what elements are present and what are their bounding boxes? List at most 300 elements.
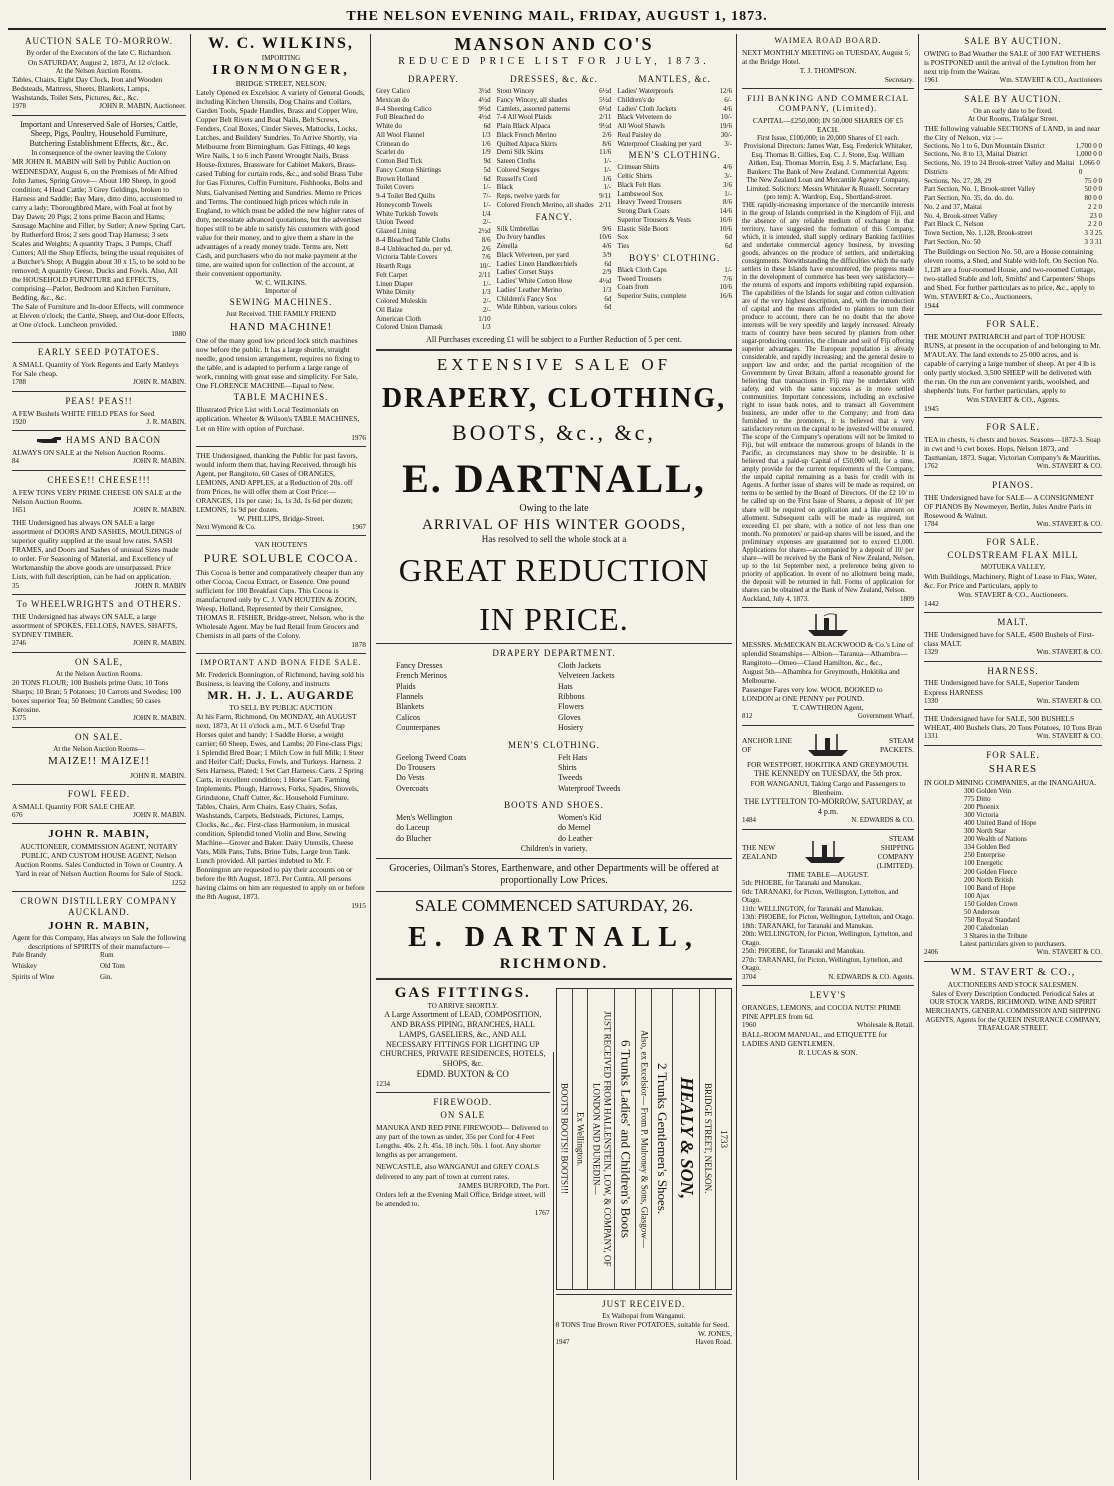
price-row <box>497 260 612 269</box>
item-name: White Dimity <box>376 288 415 297</box>
item-price: 1/10 <box>478 314 491 323</box>
item-price: 6d <box>483 174 491 183</box>
harness-ad <box>924 666 1102 706</box>
item-price: 23 0 <box>1089 211 1102 220</box>
ad-signature: JOHN R. MABIN. <box>130 770 186 780</box>
item-name: Cotton Bed Tick <box>376 157 423 166</box>
item-name: Part Block C, Nelson <box>924 220 984 229</box>
list-item: Hosiery <box>558 723 584 733</box>
ad-number: 1880 <box>171 329 186 339</box>
list-item: Cloth Jackets <box>558 660 601 670</box>
item-name: White do <box>376 122 402 131</box>
ad-text: TO SELL BY PUBLIC AUCTION <box>229 702 333 712</box>
ad-text: FOR WESTPORT, HOKITIKA AND GREYMOUTH. <box>747 759 909 769</box>
ad-signature: JOHN R. MABIN. <box>133 810 186 819</box>
ad-signature: JOHN R. MABIN. <box>133 714 186 723</box>
ad-title: WM. STAVERT & CO., <box>950 966 1076 979</box>
list-item: Plaids <box>396 681 416 691</box>
item-name: Silk Umbrellas <box>496 224 539 233</box>
list-item: Men's Wellington <box>396 813 453 823</box>
ad-body: 20 TONS FLOUR; 100 Bushels prime Oats; 10 Tons Sharps; 10 Bran; 5 Potatoes; 10 Carrots and Swedes; 100 boxes superior Tea; 50 Belmont Candles; 50 cases Kerosine. <box>12 678 181 715</box>
price-row <box>497 96 612 105</box>
ad-text: STEAM SHIPPING COMPANY (LIMITED). <box>876 833 914 870</box>
item-name: Russell's Cord <box>496 174 538 183</box>
ad-number: 84 <box>12 457 19 466</box>
ad-text: THE NEW ZEALAND <box>742 842 777 861</box>
ad-text: At the Nelson Auction Rooms. <box>55 669 143 678</box>
ad-signature: J. R. MABIN. <box>146 417 186 426</box>
ad-signature: Wm. STAVERT & CO. <box>1036 462 1102 471</box>
ad-body: August 5th—Alhambra for Greymouth, Hokitika and Melbourne. <box>742 667 900 686</box>
ad-body: THE MOUNT PATRIARCH and part of TOP HOUSE RUNS, at present in the occupation of and belonging to Mr. M'AULAY. The land extends to 25 000 acres, and is capable of carrying a large number of sheep. At per 4 lb is only partly stocked. 3,500 SHEEP will be delivered with the run. On the run are convenient yards, woolshed, and shepherds' huts. For further particulars, apply to <box>924 331 1101 396</box>
item-name: Part Section, No. 1, Brook-street Valley <box>924 185 1036 194</box>
ad-number: 1947 <box>555 1338 570 1347</box>
item-price: 1,000 0 0 <box>1075 150 1102 159</box>
ad-number: 1967 <box>352 522 366 531</box>
list-item: Flowers <box>558 702 584 712</box>
list-item: 300 Victoria <box>964 811 999 820</box>
item-price: 1,700 0 0 <box>1075 141 1102 150</box>
ad-number: 2746 <box>12 639 26 648</box>
ad-signature: N. EDWARDS & CO. <box>851 816 914 825</box>
ad-title: ON SALE, <box>75 656 123 667</box>
item-name: Celtic Shirts <box>617 172 653 181</box>
ad-body: THE Undersigned have for SALE— A CONSIGNMENT OF PIANOS By Newmeyer, Berlin, Jules Andre Paris in Rosewood & Walnut. <box>924 492 1094 520</box>
ad-signature: Wm. STAVERT & CO., Auctioneers <box>999 76 1102 85</box>
ad-number: 676 <box>12 810 23 819</box>
ad-body: TEA in chests, ½ chests and boxes. Seasons—1872-3. Soap in cwt and ½ cwt boxes. Hops, Nelson 1873, and Tasmanian, 1873. Sugar, Victorian Company's & Mauritius. <box>924 435 1101 463</box>
list-item: Women's Kid <box>558 813 602 823</box>
ad-title: MR. H. J. L. AUGARDE <box>207 688 355 703</box>
ad-signature: JOHN R. MABIN <box>134 581 186 590</box>
ad-body: Agent for this Company, Has always on Sale the following descriptions of SPIRITS of their manufacture— <box>12 933 186 952</box>
item-price: 10/6 <box>719 224 732 233</box>
pointing-hand-icon <box>37 436 63 446</box>
item-name: Ties <box>617 242 630 251</box>
ad-text: Provisional Directors: James Watt, Esq. Frederick Whitaker, Esq. Thomas B. Gillies, Esq. C. J. Stone, Esq. William Aitken, Esq. Thomas Morrin, Esq. J. S. Macfarlane, Esq. Bankers: The Bank of New Zealand. Commercial Agents: The New Zealand Loan and Mercantile Agency Company, Limited. Solicitors: Messrs Whitaker & Russell. Secretary (pro tem): A. Wardrop, Esq., Shortland-street. <box>743 142 913 202</box>
ad-title: CHEESE!! CHEESE!!! <box>47 474 151 485</box>
ad-body: MESSRS. McMECKAN BLACKWOOD & Co.'s Line of splendid Steamships— Albion—Taranua—Alhambra—Rangitoto—Omeo—Claud Hamilton, &c., &c., <box>742 640 914 668</box>
item-price: 1/3 <box>481 130 491 139</box>
drapery-list <box>376 72 491 332</box>
price-row <box>376 253 491 262</box>
price-row <box>497 140 612 149</box>
ad-number: 1784 <box>924 519 938 528</box>
ad-text: TIME TABLE—AUGUST. <box>787 869 869 879</box>
item-price: 12/6 <box>719 87 732 96</box>
item-name: Heavy Tweed Trousers <box>617 198 682 207</box>
list-heading: MEN'S CLOTHING. <box>628 150 721 161</box>
item-price: 10/- <box>720 113 732 122</box>
item-price: 1/9 <box>481 148 491 157</box>
price-row <box>376 183 491 192</box>
ad-title: LEVY'S <box>809 990 847 1001</box>
list-item: Felt Hats <box>558 752 588 762</box>
price-row <box>376 236 491 245</box>
ad-number: 1809 <box>900 594 914 603</box>
ad-text: BRIDGE STREET, NELSON. <box>700 989 716 1289</box>
price-row <box>617 275 732 284</box>
ad-title: SHARES <box>988 762 1038 775</box>
list-item: 18th: TARANAKI, for Taranaki and Manukau. <box>742 921 874 930</box>
ad-body: Tables, Chairs, Eight Day Clock, Iron and Wooden Bedsteads, Mattress, Sheets, Blankets, Lamps, Washstands, Toilet Sets, Pictures, &c., &c. <box>12 75 163 103</box>
list-item: do Laceup <box>396 823 430 833</box>
maize-ad <box>12 732 186 780</box>
item-price: 6d <box>724 242 732 251</box>
price-row <box>497 268 612 277</box>
ad-number: 1945 <box>924 404 939 414</box>
price-row <box>497 157 612 166</box>
wheat-ad <box>924 714 1102 741</box>
list-item: Overcoats <box>396 783 429 793</box>
ad-number: 1788 <box>12 378 26 387</box>
ad-text: Owing to the late <box>519 503 589 515</box>
ad-number: 1329 <box>924 647 938 656</box>
item-name: Tweed Trousers <box>617 274 662 283</box>
price-row <box>376 210 491 219</box>
item-name: Part Section, No. 35, do. do. do. <box>924 194 1014 203</box>
ad-title: EARLY SEED POTATOES. <box>37 347 161 358</box>
ad-body: ORANGES, LEMONS, and COCOA NUTS! PRIME PINE APPLES from 6d. <box>742 1003 901 1022</box>
item-price: 30/- <box>720 130 732 139</box>
item-name: Grey Calico <box>376 87 411 96</box>
list-item: 11th: WELLINGTON, for Taranaki and Manukau. <box>742 904 884 913</box>
list-item: 250 Enterprise <box>964 851 1006 860</box>
price-row <box>617 87 732 96</box>
ad-text: Has resolved to sell the whole stock at a <box>481 533 627 544</box>
item-price: 4½d <box>478 95 491 104</box>
price-row <box>617 96 732 105</box>
ad-signature: Wm. STAVERT & CO. <box>1036 519 1102 528</box>
price-row <box>617 131 732 140</box>
item-price: 1/- <box>603 183 612 192</box>
list-item: Spirits of Wine <box>12 973 55 982</box>
ad-body: At his Farm, Richmond, On MONDAY, 4th AUGUST next, 1873, At 11 o'clock a.m., M.T. 6 Useful Trap Horses quiet and handy; 1 Saddle Horse, a weight carrier; 60 Sheep, Ewes, and Lambs; 20 Fine-class Pigs; 1 Splendid Bred Boar; 1 Milch Cow in full Milk; 1 Steer and Heifer Calf; Ducks, Fowls, and Turkeys. Harness. 2 Sets Harness, Plated; 1 Set Cart Harness. Carts. 2 Spring Carts, in excellent condition; 1 Horse Cart. Farming Implements. Plough, Harrows, Forks, Spades, Shovels, Grindstone, Chaff Cutter, &c. Household Furniture. Tables, Chairs, Arm Chairs, Easy Chairs, Sofas, Washstands, Carpets, Bedsteads, Pictures, Lamps, Clocks, &c., &c. First-class Harmonium, in musical condition, Splendid toned Violin and Bow, Sewing Machine—Grover and Baker. Dairy Utensils, Cheese Vats, Milk Pans, Tubs, Brine Tubs, Large Iron Tank. Lunch provided. All parties indebted to Mr. F. Bonnington are requested to pay their accounts on or before the 8th August, 1873. Per Contra. All persons having claims on him are requested to apply on or before the 8th August, 1873. <box>196 711 365 902</box>
item-price: 3/- <box>724 172 732 181</box>
ad-text: AUCTIONEERS AND STOCK SALESMEN. <box>947 981 1079 990</box>
item-name: Wide Ribbon, various colors <box>496 303 577 312</box>
ad-title: HAND MACHINE! <box>229 320 333 333</box>
ad-signature: R. LUCAS & SON. <box>798 1048 858 1058</box>
levy-ad <box>742 990 914 1057</box>
oranges-ad <box>196 451 366 532</box>
price-row <box>376 297 491 306</box>
ad-body: THE Undersigned has always ON SALE, a large assortment of SPOKES, FELLOES, NAVES, SHAFTS, SYDNEY TIMBER. <box>12 612 178 640</box>
item-name: Ladies' White Cotton Hose <box>496 277 573 286</box>
ad-title: JUST RECEIVED. <box>602 1298 686 1309</box>
item-name: Ladies' Linen Handkerchiefs <box>496 259 578 268</box>
ad-body: The Buildings on Section No. 50, are a House containing eleven rooms, a Shed, and Stable with loft. On Section No. 1,128 are a four-roomed House, and two-roomed Cottage, two-stalled Stable and loft, Smiths' and Carpenters' Shops and Shed. For further particulars as to price, &c., apply to Wm. STAVERT & Co., Auctioneers. <box>924 246 1099 301</box>
ad-body: THE rapidly-increasing importance of the mercantile interests in the group of Islands comprised in the Kingdom of Fiji, and the absence of any reliable medium of exchange in that territory, have suggested the formation of this Company, which, it is intended, shall supply ordinary Banking facilities and undertake commercial agency business, by investing goods, advances on the produce of settlers, and undertaking consignments. Notwithstanding the difficulties which the early settlers in these Islands have encountered, the progress made in the development of commerce has been very satisfactory—the returns of exports and imports exhibiting rapid expansion. The capabilities of the Islands for sugar and cotton cultivation are of the very highest description, and, with the introduction of capital and the means afforded to planters to turn their produce to account, there can be no doubt that the above interests will be very speedily and largely increased. Already tracts of country have been secured by planters from other sugar-producing countries, the climate and soil of Fiji offering superior advantages. The European population is already considerable, and rapidly increasing; and the general desire to support law and order, and the partial recognition of the Government by Great Britain, afford a reasonable ground for believing that transactions in Fiji may be undertaken with safety, and with the same success as in more settled communities. Important concessions, including an exclusive right to issue bank notes, and to transact all Government business, are under offer to the Company; and from data furnished to the promoters, it is believed that a very satisfactory return on the capital to be invested will be ensured. The scope of the Company's operations will not be limited to Fiji, but will embrace the numerous groups of Islands in the Pacific, as circumstances may show to be desirable. It is believed that a paid-up Capital of £50,000 will, for a time, amply provide for the current requirements of the Company, the unpaid capital remaining as a basis for credit with its Agents. A further issue of shares will be made as required, on terms to be settled by the Board of Directors. Of the £2 10/ to be called up on the First Issue of Shares, a deposit of 10/ per share will be required on application and a like amount on allotment. Subsequent calls will be made as required, not exceeding £1 per share, with a notice of not less than one month. No promoters' or paid-up shares will be issued, and the preliminary expenses are guaranteed not to exceed £1,000. Applications for shares—accompanied by a deposit of 10/ per share—will be received by the Bank of New Zealand, Nelson, up to the 1st September next, a preference being given to priority of application. In event of no allotment being made, the deposit will be returned in full. Forms of application for shares can be obtained at the Bank of New Zealand, Nelson. <box>742 201 914 594</box>
list-item: French Merinos <box>396 671 447 681</box>
anchor-line-ad <box>742 730 914 825</box>
ad-title: PIANOS. <box>992 479 1034 490</box>
ad-body: OWING to Bad Weather the SALE of 300 FAT WETHERS is POSTPONED until the arrival of the Lyttelton from her next trip from the Wairau. <box>924 48 1101 77</box>
item-price: 8/6 <box>602 139 612 148</box>
item-name: Toilet Covers <box>376 183 414 192</box>
price-row <box>617 172 732 181</box>
price-row <box>497 201 612 210</box>
ad-title: FOR SALE. <box>986 318 1040 329</box>
list-item: 200 Golden Fleece <box>964 867 1017 876</box>
section-heading: MEN'S CLOTHING. <box>507 739 601 750</box>
item-name: Sections, No. 19 to 24 Brook-street Valley and Maitai Districts <box>924 159 1075 176</box>
ad-title: COLDSTREAM FLAX MILL <box>947 550 1079 561</box>
item-price: 2/11 <box>478 270 491 279</box>
center-column <box>372 34 736 1480</box>
steamship-icon <box>804 732 852 758</box>
ad-title: DRAPERY, CLOTHING, <box>381 382 727 414</box>
item-name: Stout Wincey <box>496 87 535 96</box>
ad-text: Ex Wellington. <box>573 989 589 1289</box>
ad-body: Sales of Every Description Conducted. Periodical Sales at OUR STOCK YARDS, RICHMOND. WINE AND SPIRIT MERCHANTS, GENERAL COMMISSION AND SHIPPING AGENTS. Agents for the QUEEN INSURANCE COMPANY, <box>925 989 1101 1024</box>
wheelwrights-ad <box>12 599 186 648</box>
list-item: Tweeds <box>558 773 583 783</box>
ad-text: At the Nelson Auction Rooms— <box>53 744 145 753</box>
price-row <box>376 288 491 297</box>
ad-body: Mr. Frederick Bonnington, of Richmond, having sold his Business, is leaving the Colony, and instructs <box>196 670 365 689</box>
item-price: 8/6 <box>481 235 491 244</box>
ad-text: TRAFALGAR STREET. <box>977 1024 1049 1033</box>
ad-number: 35 <box>12 581 19 590</box>
ad-number: 1920 <box>12 417 26 426</box>
list-item: Flannels <box>396 692 424 702</box>
price-row <box>376 201 491 210</box>
masthead: THE NELSON EVENING MAIL, FRIDAY, AUGUST 1, 1873. <box>8 6 1106 30</box>
price-row <box>617 242 732 251</box>
item-price: 7/- <box>482 192 491 201</box>
price-row <box>617 225 732 234</box>
item-name: 8-4 Unbleached do, per yd. <box>376 244 453 253</box>
price-row <box>617 181 732 190</box>
item-name: Plain Black Alpaca <box>496 122 551 131</box>
ad-signature: Wm. STAVERT & CO., Auctioneers. <box>958 589 1068 599</box>
ad-text: By order of the Executors of the late C. Richardson. <box>26 48 172 57</box>
item-name: Brown Holland <box>376 174 420 183</box>
item-price: 6d <box>604 259 612 268</box>
ad-text: Also, ex Excelsior— From P. Mulroney & Sons, Glasgow— <box>636 989 652 1289</box>
item-name: Superior Trousers & Vests <box>617 215 691 224</box>
postponed-sale-ad <box>924 36 1102 85</box>
ad-body: THE Undersigned have for SALE, 500 BUSHELS WHEAT, 400 Bushels Oats, 20 Tons Potatoes, 10 Tons Bran <box>924 714 1102 733</box>
section-row <box>924 238 1102 247</box>
item-name: No. 4, Brook-street Valley <box>924 211 998 220</box>
column-rule <box>190 34 191 1480</box>
item-price: 9d <box>483 157 491 166</box>
ad-title: MALT. <box>997 616 1029 627</box>
ad-text: TO ARRIVE SHORTLY. <box>427 1001 498 1010</box>
ad-title: MAIZE!! MAIZE!! <box>47 755 151 768</box>
cocoa-ad <box>196 540 366 649</box>
list-item: 20th: WELLINGTON, for Picton, Wellington, Lyttelton, and Otago. <box>742 930 913 947</box>
ad-number: 1330 <box>924 696 938 705</box>
item-price: 3/9 <box>602 250 612 259</box>
ad-signature: JOHN R. MABIN. <box>133 639 186 648</box>
price-row <box>376 227 491 236</box>
price-row <box>617 292 732 301</box>
item-name: Waterproof Cloaking per yard <box>617 139 702 148</box>
list-item: Do Vests <box>396 773 425 783</box>
item-name: 8-4 Sheeting Calico <box>376 104 432 113</box>
ad-number: 1960 <box>742 1021 756 1030</box>
item-price: 1/3 <box>481 288 491 297</box>
ad-body: A Large Assortment of LEAD, COMPOSITION, AND BRASS PIPING, BRANCHES, HALL LAMPS, GASELIERS, &c., AND ALL NECESSARY FITTINGS FOR LIGHTING UP CHURCHES, PRIVATE RESIDENCES, HOTELS, SHOPS, &c. <box>379 1010 546 1069</box>
ad-text: Children's in variety. <box>520 844 588 854</box>
item-price: 2/- <box>482 305 491 314</box>
ad-number: 1331 <box>924 732 938 741</box>
column-rule <box>370 34 371 1480</box>
list-item: 300 North Star <box>964 827 1006 836</box>
price-row <box>376 157 491 166</box>
item-name: Crimean do <box>376 139 409 148</box>
item-name: Superior Suits, complete <box>617 292 687 301</box>
ad-body: Lately Opened ex Excelsior. A variety of General Goods, including Kitchen Utensils, Dog Chains and Collars, Garden Tools, Spade Handles, Brass and Copper Wire, Copper Belt Rivets and Boat Nails, Belt Screws, Fenders, Coal Boxes, Cinder Sieves, Mattocks, Locks, Latches, and Builders' Sundries. To Arrive Shortly, via Melbourne from Birmingham. Gas Fittings, 40 kegs Wire Nails, 1 to 6 inch Patent Wrought Nails, Brass House-fixtures, Brassware for Cabinet Makers, Brass-cased Tubing for curtain rods, &c., and solid Brass Tube for Gas Fixtures, Coffin Furniture, Fishhooks, Bolts and Nuts, Galvanised Netting and Sundries. Memo re Prices and Terms. The continued high prices which rule in England, to which must be added the new higher rates of duty, necessitate advanced quotations, but the advertiser hopes still to be able to satisfy his customers with good value for their money, and to give them a share in the advantages of a ready money trade. Terms are, Nett Cash, and purchasers who do not make payment at the time, are waited upon for collection of the account, at their convenient opportunity. <box>196 88 365 278</box>
ad-number: 1375 <box>12 714 26 723</box>
ad-text: CAPITAL—£250,000; IN 50,000 SHARES OF £5 EACH. <box>752 115 904 134</box>
ad-body: Illustrated Price List with Local Testimonials on application. Wheeler & Wilson's TABLE MACHINES, Let on Hire with option of Purchase. <box>196 405 360 433</box>
list-item: 400 United Band of Hope <box>964 819 1037 828</box>
list-item: Waterproof Tweeds <box>558 783 621 793</box>
item-price: 3 3 25 <box>1084 229 1102 238</box>
ad-title: FOR SALE. <box>986 749 1040 760</box>
item-name: Full Bleached do <box>376 113 424 122</box>
ad-signature: Wm. STAVERT & CO. <box>1036 696 1102 705</box>
item-name: Oil Baize <box>376 305 403 314</box>
section-row <box>924 150 1102 159</box>
item-price: 2/6 <box>602 130 612 139</box>
ad-signature: W. JONES, <box>697 1329 732 1339</box>
item-name: Zenella <box>496 242 518 251</box>
boots-rotated-column <box>556 984 732 1347</box>
item-name: Glazed Lining <box>376 227 417 236</box>
ad-title: WAIMEA ROAD BOARD. <box>774 36 882 45</box>
ad-body: 8 TONS True Brown River POTATOES, suitable for Seed. <box>555 1320 730 1330</box>
section-row <box>924 185 1102 194</box>
list-item: 25th: PHOEBE, for Taranaki and Manukau. <box>742 947 865 956</box>
ad-signature: JOHN R. MABIN. <box>133 378 186 387</box>
ad-text: On an early date to be fixed. <box>973 106 1053 115</box>
item-price: 7/6 <box>481 253 491 262</box>
column-rule <box>918 34 919 1480</box>
item-price: 1,066 0 0 <box>1078 159 1100 176</box>
item-price: 2/11 <box>599 200 612 209</box>
price-row <box>376 218 491 227</box>
item-name: Mexican do <box>376 95 410 104</box>
item-name: Sateen Cloths <box>496 157 536 166</box>
price-row <box>617 190 732 199</box>
ad-body: AUCTIONEER, COMMISSION AGENT, NOTARY PUBLIC, AND CUSTOM HOUSE AGENT, Nelson Auction Rooms. Sales Conducted in Town or Country. A Yard in rear of Nelson Auction Rooms for Sale of Stock. <box>14 841 184 878</box>
item-price: 2/- <box>482 218 491 227</box>
ad-body: The Sale of Furniture and In-door Effects, will commence at Eleven o'clock; the Cattle, Sheep, and Out-door Effects, at One o'clock. Luncheon provided. <box>12 301 185 330</box>
section-row <box>924 229 1102 238</box>
section-heading: BOOTS AND SHOES. <box>504 800 604 811</box>
item-price: 16/6 <box>719 215 732 224</box>
section-row <box>924 220 1102 229</box>
ad-body: With Buildings, Machinery, Right of Lease to Flax, Water, &c. For Price and Particulars, apply to <box>924 571 1097 590</box>
item-price: 5½d <box>599 95 612 104</box>
item-price: 16/6 <box>719 292 732 301</box>
list-item: Velveteen Jackets <box>558 671 615 681</box>
price-row <box>617 105 732 114</box>
item-price: 75 0 0 <box>1084 176 1102 185</box>
ad-title: IRONMONGER, <box>212 63 350 79</box>
mantles-list <box>617 72 732 332</box>
item-name: Honeycomb Towels <box>376 200 432 209</box>
ad-title: RICHMOND. <box>499 956 609 973</box>
item-name: Black French Merino <box>496 130 557 139</box>
item-name: Felt Carpet <box>376 270 408 279</box>
item-price: 2 2 0 <box>1088 220 1102 229</box>
item-price: 2/9 <box>602 268 612 277</box>
item-price: 10/6 <box>719 283 732 292</box>
ad-title: EXTENSIVE SALE OF <box>436 354 672 374</box>
ad-signature: Wm. STAVERT & CO. <box>1036 948 1102 957</box>
price-row <box>497 105 612 114</box>
ad-text: Next Wymond & Co. <box>196 522 256 531</box>
price-row <box>497 192 612 201</box>
list-item: Calicos <box>396 712 420 722</box>
ad-subtitle: REDUCED PRICE LIST FOR JULY, 1873. <box>398 55 710 67</box>
ad-title: AUCTION SALE TO-MORROW. <box>24 36 174 46</box>
list-item: Do Trousers <box>396 762 436 772</box>
list-item: Ribbons <box>558 692 585 702</box>
item-price: 14/6 <box>719 207 732 216</box>
ad-title: To WHEELWRIGHTS and OTHERS. <box>16 599 182 610</box>
price-row <box>617 198 732 207</box>
ad-number: 1976 <box>351 432 366 442</box>
ad-text: Groceries, Oilman's Stores, Earthenware, and other Departments will be offered at proportionally Low Prices. <box>389 863 719 887</box>
hams-ad <box>12 435 186 466</box>
ad-title: FOWL FEED. <box>67 788 131 799</box>
tea-ad <box>924 422 1102 471</box>
list-item: 150 Golden Crown <box>964 899 1018 908</box>
list-item: Pale Brandy <box>12 951 47 960</box>
ad-body: THE Undersigned, thanking the Public for past favors, would inform them that, having Received, through his Agent, per Rangitoto, 60 Cases of ORANGES, LEMONS, AND APPLES, at a Reduction of 20s. off from Prices, he will offer them at Cost Price:— ORANGES, 11s per case; 1s, 1s 3d, 1s 6d per dozen; LEMONS, 1s 9d per dozen. <box>196 450 358 514</box>
ad-text: IMPORTING <box>261 53 301 62</box>
ad-body: This Cocoa is better and comparatively cheaper than any other Cocoa, Cocoa Extract, or Essence. One pound sufficient for 100 Breakfast Cups. This Cocoa is manufactured only by C. J. VAN HOUTEN & ZOON, Weesp, Holland, Represented by their Consignee, THOMAS R. FISHER, Bridge-street, Nelson, who is the Wholesale Agent. May be had Retail from Grocers and Chemists in all parts of the Colony. <box>196 568 365 641</box>
ad-signature: JOHN R. MABIN. <box>133 457 186 466</box>
item-name: Black Velveteen do <box>617 113 672 122</box>
ad-signature: W. PHILLIPS, Bridge-Street. <box>237 513 325 523</box>
item-price: 6½d <box>599 87 612 96</box>
ad-number: 1915 <box>351 901 366 911</box>
dartnall-ad <box>376 355 732 974</box>
item-name: Real Paisley do <box>617 130 661 139</box>
ad-title: 6 Trunks Ladies' and Children's Boots <box>615 989 636 1289</box>
item-price: 10/- <box>479 262 491 271</box>
ad-title: PEAS! PEAS!! <box>65 395 133 406</box>
price-row <box>497 87 612 96</box>
item-name: Sox <box>617 233 629 242</box>
price-row <box>617 266 732 275</box>
list-item: Old Tom <box>100 962 125 971</box>
ad-body: A FEW Bushels WHITE FIELD PEAS for Seed <box>12 408 155 418</box>
ad-text: THE KENNEDY on TUESDAY, the 5th prox. <box>754 769 902 779</box>
ad-title: TABLE MACHINES. <box>233 392 329 403</box>
ad-text: Latest particulars given to purchasers. <box>959 939 1067 948</box>
ad-number: 1651 <box>12 505 26 514</box>
item-price: 4½d <box>599 277 612 286</box>
fiji-bank-ad <box>742 93 914 603</box>
malt-ad <box>924 617 1102 657</box>
item-name: Elastic Side Boots <box>617 224 669 233</box>
ad-body: BALL-ROOM MANUAL, and ETIQUETTE for LADIES AND GENTLEMEN. <box>742 1029 888 1048</box>
ad-text: Wholesale & Retail. <box>857 1021 914 1030</box>
section-row <box>924 212 1102 221</box>
item-name: Fancy Wincey, all shades <box>496 95 568 104</box>
price-row <box>376 96 491 105</box>
ad-title: JOHN R. MABIN, <box>48 919 150 932</box>
